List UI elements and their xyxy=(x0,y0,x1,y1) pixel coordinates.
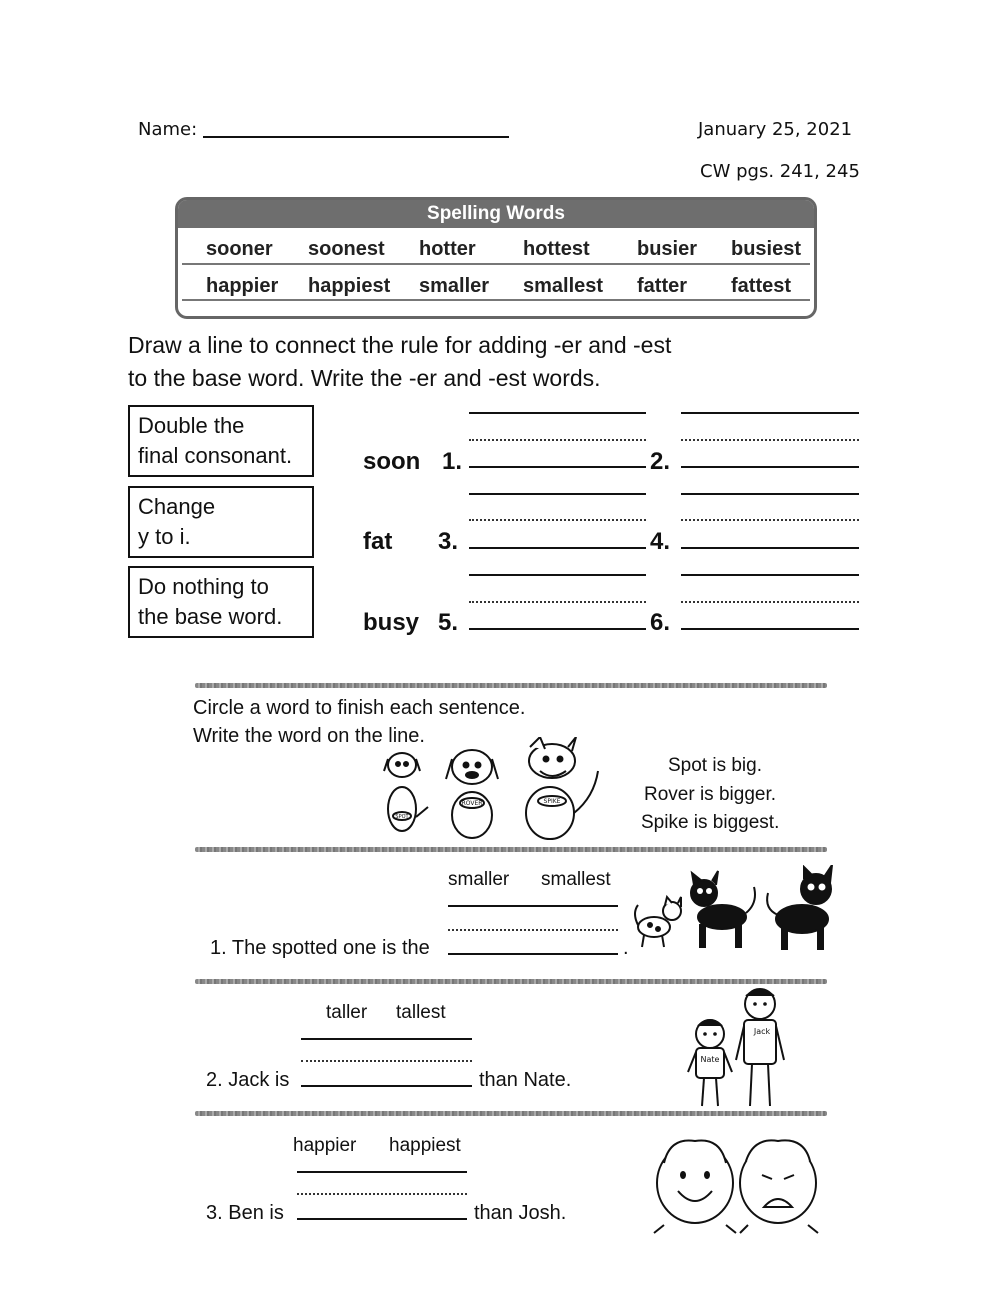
base-word-soon: soon xyxy=(363,448,421,475)
spelling-word: smaller xyxy=(419,275,490,297)
answer-line-6[interactable] xyxy=(681,628,859,630)
divider xyxy=(195,847,827,852)
rule-text: the base word. xyxy=(138,604,283,629)
rule-text: Double the xyxy=(138,413,245,438)
answer-number: 5. xyxy=(438,609,459,636)
sentence-text: than Josh. xyxy=(474,1202,567,1224)
sentence-answer-line-1[interactable] xyxy=(448,953,618,955)
rule-box-nothing[interactable] xyxy=(128,566,314,638)
spelling-word: happiest xyxy=(308,275,391,297)
sentence-answer-line-3[interactable] xyxy=(297,1218,467,1220)
choice-word[interactable]: happiest xyxy=(389,1135,461,1156)
divider xyxy=(195,683,827,688)
pages-text: CW pgs. 241, 245 xyxy=(700,161,860,182)
answer-number: 1. xyxy=(442,448,463,475)
divider xyxy=(195,1111,827,1116)
spelling-word: fattest xyxy=(731,275,792,297)
sentence-text: 2. Jack is xyxy=(206,1069,290,1091)
base-word-fat: fat xyxy=(363,528,393,555)
answer-line-2[interactable] xyxy=(681,466,859,468)
rule-text: y to i. xyxy=(138,524,191,549)
example-sentence: Spike is biggest. xyxy=(641,812,780,833)
choice-word[interactable]: smaller xyxy=(448,869,510,890)
sentence-text: . xyxy=(623,937,629,959)
sentence-answer-line-2[interactable] xyxy=(301,1085,472,1087)
rule-text: final consonant. xyxy=(138,443,293,468)
boy-tag: Jack xyxy=(753,1027,771,1036)
example-sentence: Spot is big. xyxy=(668,755,762,776)
rule-box-change-y[interactable] xyxy=(128,486,314,558)
choice-word[interactable]: happier xyxy=(293,1135,357,1156)
dog-tag: SPOT xyxy=(395,814,409,820)
example-sentence: Rover is bigger. xyxy=(644,784,777,805)
spelling-word: fatter xyxy=(637,275,688,297)
divider xyxy=(195,979,827,984)
choice-word[interactable]: taller xyxy=(326,1002,368,1023)
name-label: Name: xyxy=(138,119,198,140)
sentence-text: 1. The spotted one is the xyxy=(210,937,430,959)
answer-number: 2. xyxy=(650,448,671,475)
cats-illustration xyxy=(632,865,837,955)
dogs-illustration xyxy=(380,737,610,842)
sentence-text: than Nate. xyxy=(479,1069,572,1091)
part1-instruction-1: Draw a line to connect the rule for adding -er and -est xyxy=(128,332,672,358)
answer-line-4[interactable] xyxy=(681,547,859,549)
answer-line-1[interactable] xyxy=(469,466,646,468)
answer-number: 4. xyxy=(650,528,671,555)
spelling-word: happier xyxy=(206,275,279,297)
answer-number: 3. xyxy=(438,528,459,555)
spelling-word: hottest xyxy=(523,238,590,260)
sentence-text: 3. Ben is xyxy=(206,1202,284,1224)
base-word-busy: busy xyxy=(363,609,420,636)
word-box-title: Spelling Words xyxy=(427,203,565,224)
answer-number: 6. xyxy=(650,609,671,636)
rule-text: Do nothing to xyxy=(138,574,269,599)
word-box-title-bar xyxy=(178,200,814,228)
spelling-word: hotter xyxy=(419,238,476,260)
dog-tag: ROVER xyxy=(461,800,483,807)
rule-box-double[interactable] xyxy=(128,405,314,477)
spelling-word: busiest xyxy=(731,238,802,260)
boy-tag: Nate xyxy=(700,1055,720,1064)
rule-text: Change xyxy=(138,494,216,519)
part2-instruction-1: Circle a word to finish each sentence. xyxy=(193,697,526,719)
name-field[interactable] xyxy=(203,136,509,138)
boys-illustration xyxy=(680,986,790,1112)
part2-instruction-2: Write the word on the line. xyxy=(193,725,425,747)
spelling-word: soonest xyxy=(308,238,385,260)
answer-line-5[interactable] xyxy=(469,628,646,630)
choice-word[interactable]: tallest xyxy=(396,1002,446,1023)
dog-tag: SPIKE xyxy=(543,798,561,805)
choice-word[interactable]: smallest xyxy=(541,869,611,890)
spelling-word: smallest xyxy=(523,275,604,297)
answer-line-3[interactable] xyxy=(469,547,646,549)
faces-illustration xyxy=(650,1125,830,1235)
part1-instruction-2: to the base word. Write the -er and -est words. xyxy=(128,365,601,391)
date-text: January 25, 2021 xyxy=(698,119,853,140)
spelling-word: sooner xyxy=(206,238,273,260)
spelling-word: busier xyxy=(637,238,698,260)
